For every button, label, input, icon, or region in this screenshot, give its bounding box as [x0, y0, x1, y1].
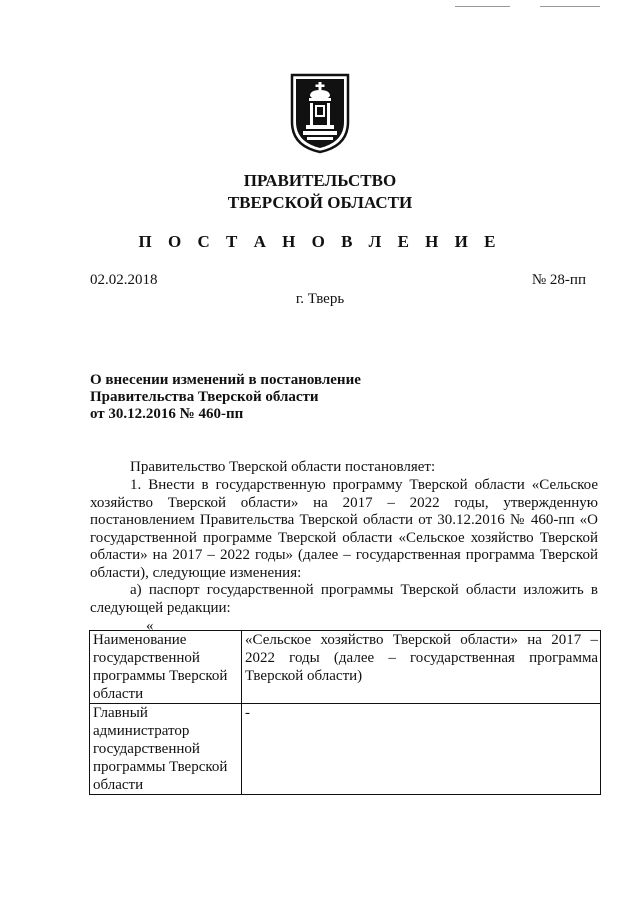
table-cell-value: «Сельское хозяйство Тверской области» на 2017 – 2022 годы (далее – государственная программа Тверской области) — [242, 631, 601, 704]
subject-line: Правительства Тверской области — [90, 389, 319, 405]
clause-1-paragraph: 1. Внести в государственную программу Тверской области «Сельское хозяйство Тверской области» на 2017 – 2022 годы, утвержденную постановлением Правительства Тверской области от 30.12.2016 № 460-пп «О государственной программе Тверской области «Сельское хозяйство Тверской области» на 2017 – 2022 годы» (далее – государственная программа Тверской области), следующие изменения: — [90, 477, 598, 581]
decree-date: 02.02.2018 — [90, 272, 158, 288]
table-cell-label: Наименование государственной программы Тверской области — [90, 631, 242, 704]
government-title-line1: ПРАВИТЕЛЬСТВО — [243, 171, 397, 190]
decree-number: № 28-пп — [531, 272, 586, 288]
government-title-line2: ТВЕРСКОЙ ОБЛАСТИ — [227, 193, 413, 212]
opening-quote: « — [146, 618, 154, 634]
intro-paragraph: Правительство Тверской области постановляет: — [130, 459, 436, 475]
decree-city: г. Тверь — [295, 291, 345, 307]
table-cell-label: Главный администратор государственной программы Тверской области — [90, 704, 242, 795]
clause-1a-paragraph: а) паспорт государственной программы Тверской области изложить в следующей редакции: — [90, 582, 598, 616]
scan-artifact — [540, 6, 600, 7]
program-passport-table — [89, 630, 601, 795]
document-type-heading: П О С Т А Н О В Л Е Н И Е — [138, 232, 502, 251]
table-cell-value: - — [242, 704, 601, 795]
subject-line: О внесении изменений в постановление — [90, 372, 361, 388]
table-row — [90, 704, 601, 795]
decree-subject — [90, 372, 450, 423]
tver-coat-of-arms-icon — [289, 72, 351, 154]
scan-artifact — [455, 6, 510, 7]
table-row — [90, 631, 601, 704]
subject-line: от 30.12.2016 № 460-пп — [90, 406, 244, 422]
